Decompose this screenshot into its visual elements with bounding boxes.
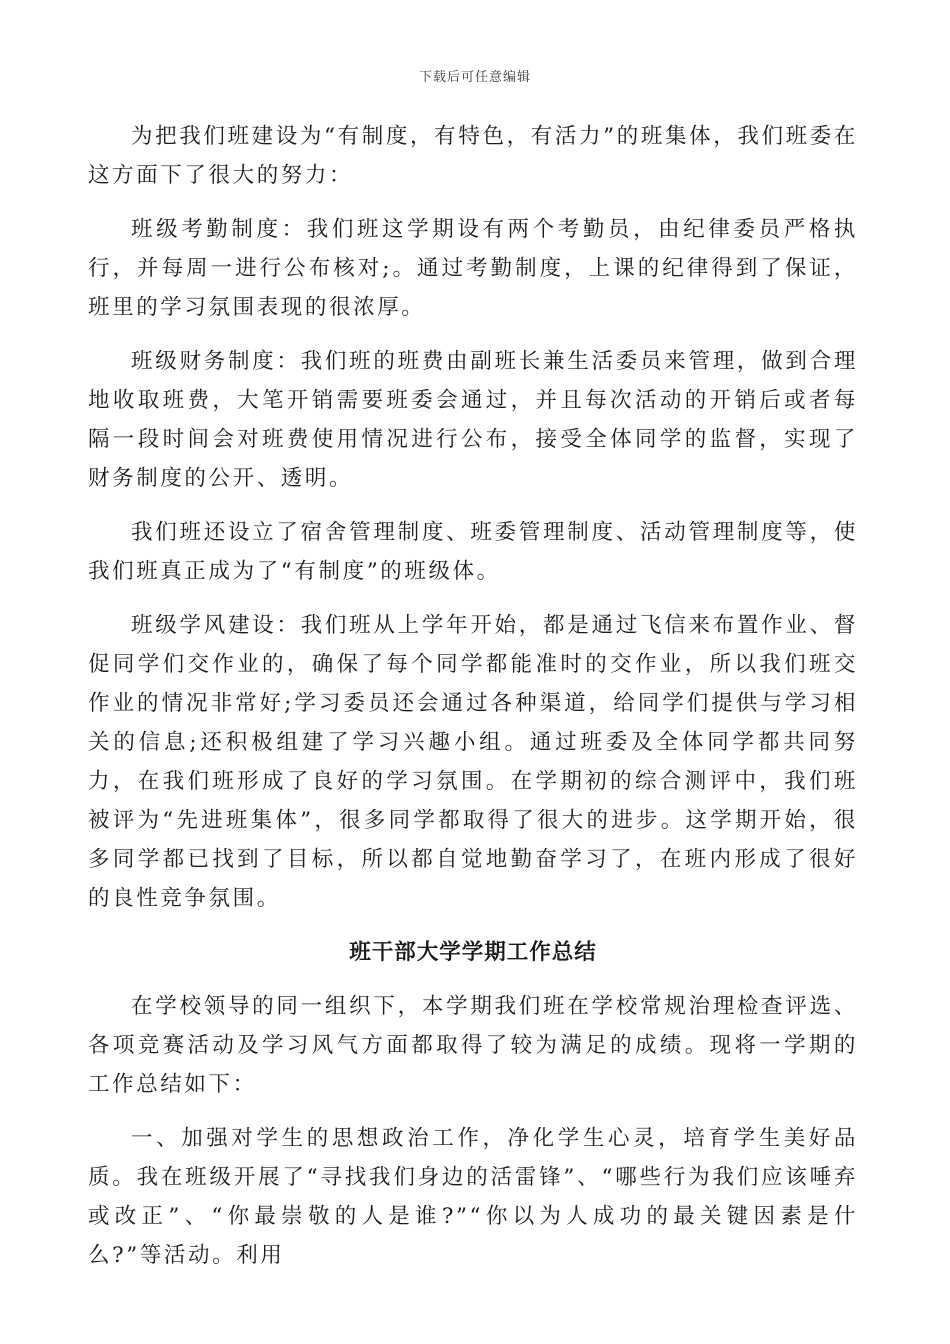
document-body — [88, 117, 858, 1290]
paragraph-finance: 班级财务制度：我们班的班费由副班长兼生活委员来管理，做到合理地收取班费，大笔开销需要班委会通过，并且每次活动的开销后或者每隔一段时间会对班费使用情况进行公布，接受全体同学的监督，实现了财务制度的公开、透明。 — [88, 349, 858, 491]
paragraph-management: 我们班还设立了宿舍管理制度、班委管理制度、活动管理制度等，使我们班真正成为了“有制度”的班级体。 — [88, 520, 858, 584]
section-title: 班干部大学学期工作总结 — [349, 940, 597, 965]
paragraph-summary-intro: 在学校领导的同一组织下，本学期我们班在学校常规治理检查评选、各项竞赛活动及学习风气方面都取得了较为满足的成绩。现将一学期的工作总结如下： — [88, 994, 858, 1097]
paragraph-political-work: 一、加强对学生的思想政治工作，净化学生心灵，培育学生美好品质。我在班级开展了“寻找我们身边的活雷锋”、“哪些行为我们应该唾弃或改正”、“你最崇敬的人是谁?”“你以为人成功的最关键因素是什么?”等活动。利用 — [88, 1126, 858, 1268]
paragraph-attendance: 班级考勤制度：我们班这学期设有两个考勤员，由纪律委员严格执行，并每周一进行公布核对;。通过考勤制度，上课的纪律得到了保证，班里的学习氛围表现的很浓厚。 — [88, 217, 858, 320]
paragraph-intro: 为把我们班建设为“有制度，有特色，有活力”的班集体，我们班委在这方面下了很大的努力： — [88, 124, 858, 188]
paragraph-study-style: 班级学风建设：我们班从上学年开始，都是通过飞信来布置作业、督促同学们交作业的，确保了每个同学都能准时的交作业，所以我们班交作业的情况非常好;学习委员还会通过各种渠道，给同学们提供与学习相关的信息;还积极组建了学习兴趣小组。通过班委及全体同学都共同努力，在我们班形成了良好的学习氛围。在学期初的综合测评中，我们班被评为“先进班集体”，很多同学都取得了很大的进步。这学期开始，很多同学都已找到了目标，所以都自觉地勤奋学习了，在班内形成了很好的良性竞争氛围。 — [88, 613, 858, 911]
header-note: 下载后可任意编辑 — [418, 70, 531, 85]
